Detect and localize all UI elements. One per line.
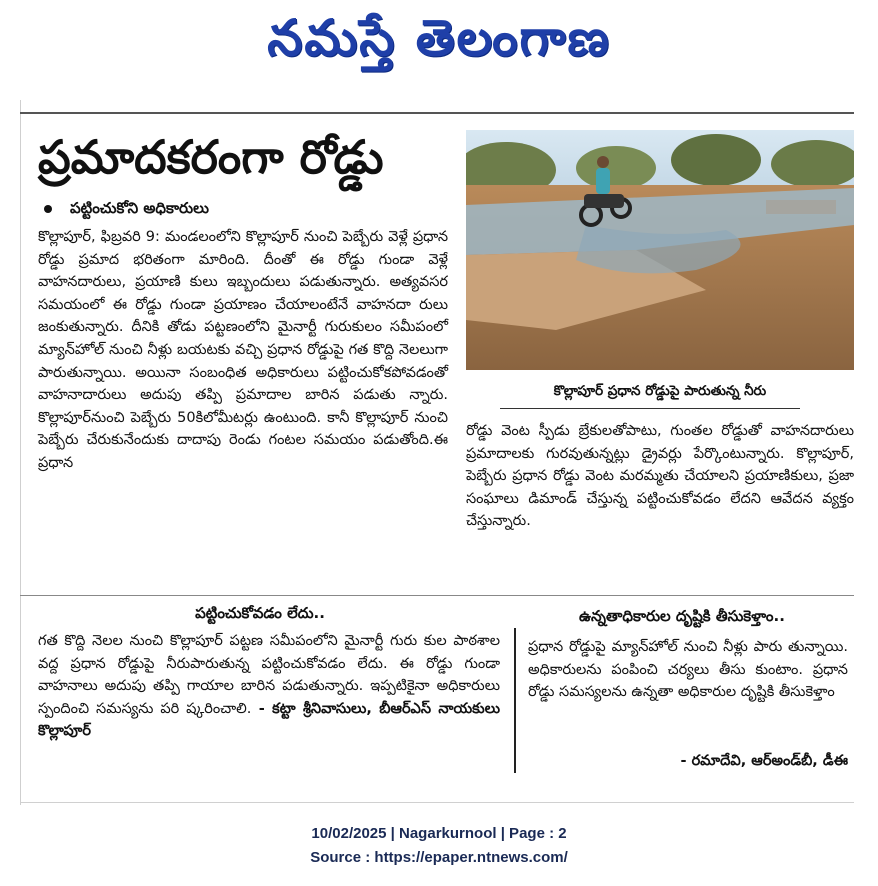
article-headline: ప్రమాదకరంగా రోడ్డు	[38, 130, 384, 184]
newspaper-logo: నమస్తే తెలంగాణ	[267, 8, 611, 67]
article-photo	[466, 130, 854, 370]
caption-underline	[500, 408, 800, 409]
left-section-body	[38, 630, 500, 743]
right-section-heading: ఉన్నతాధికారుల దృష్టికి తీసుకెళ్తాం..	[579, 607, 785, 625]
article-body-left: కొల్లాపూర్, ఫిబ్రవరి 9: మండలంలోని కొల్లాపూర్ నుంచి పెబ్బేరు వెళ్లే ప్రధాన రోడ్డు ప్రమాద భరితంగా మారింది. దీంతో ఈ రోడ్డు గుండా వెళ్లే వాహనదారులు, ప్రయాణి కులు ఇబ్బందులు పడుతున్నారు. అత్యవసర సమయంలో ఈ రోడ్డు గుండా ప్రయాణం చేయాలంటేనే వాహనదా రులు జంకుతున్నారు. దీనికి తోడు పట్టణంలోని మైనార్టీ గురుకులం సమీపంలో మ్యాన్‌హోల్ నుంచి నీళ్లు బయటకు వచ్చి ప్రధాన రోడ్డుపై గత కొద్ది నెలలుగా పారుతున్నాయి. అయినా సంబంధిత అధికారులు పట్టించుకోకపోవడంతో వాహనాదారులు అదుపు తప్పి ప్రమాదాల బారిన పడుతు న్నారు. కొల్లాపూర్‌నుంచి పెబ్బేరు 50కిలోమీటర్లు ఉంటుంది. కానీ కొల్లాపూర్ నుంచి పెబ్బేరు చేరుకునేందుకు దాదాపు రెండు గంటల సమయం పడుతోంది.ఈ ప్రధాన	[38, 229, 448, 471]
article-body-right: రోడ్డు వెంట స్పీడు బ్రేకులతోపాటు, గుంతల రోడ్డుతో వాహనదారులు ప్రమాదాలకు గురవుతున్నట్లు డ్రైవర్లు పేర్కొంటున్నారు. కొల్లాపూర్, పెబ్బేరు ప్రధాన రోడ్డు వెంట మరమ్మతు చేయాలని ప్రయాణికులు, ప్రజా సంఘాలు డిమాండ్ చేస్తున్న పట్టించుకోవడం లేదని ఆవేదన వ్యక్తం చేస్తున్నారు.	[466, 423, 854, 530]
masthead	[0, 4, 878, 84]
left-section-quote: - కట్టా శ్రీనివాసులు, బీఆర్ఎస్ నాయకులు కొల్లాపూర్	[38, 700, 500, 740]
road-photo-illustration	[466, 130, 854, 370]
footer	[0, 822, 878, 870]
subhead-text: పట్టించుకోని అధికారులు	[70, 199, 209, 217]
article-subhead	[44, 196, 464, 220]
left-section-heading: పట్టించుకోవడం లేదు..	[195, 604, 325, 622]
section-divider	[20, 595, 854, 596]
right-section-body: ప్రధాన రోడ్డుపై మ్యాన్‌హోల్ నుంచి నీళ్లు పారు తున్నాయి. అధికారులను పంపించి చర్యలు తీసు కుంటాం. ప్రధాన రోడ్డు సమస్యలను ఉన్నతా అధికారుల దృష్టికి తీసుకెళ్తాం	[528, 639, 848, 701]
left-section-text: గత కొద్ది నెలల నుంచి కొల్లాపూర్ పట్టణ సమీపంలోని మైనార్టీ గురు కుల పాఠశాల వద్ద ప్రధాన రోడ్డుపై నీరుపారుతున్న పట్టించుకోవడం లేదు. ఈ రోడ్డు గుండా వాహనాలు అదుపు తప్పి గాయాల బారిన పడుతున్నారు. ఇప్పటికైనా అధికారులు స్పందించి సమస్యను పరి ష్కరించాలి.	[38, 633, 500, 717]
photo-caption: కొల్లాపూర్ ప్రధాన రోడ్డుపై పారుతున్న నీరు	[553, 383, 767, 399]
right-section-quote: - రమాదేవి, ఆర్అండ్‌బీ, డీఈ	[680, 753, 848, 769]
top-rule	[20, 112, 854, 114]
footer-source: Source : https://epaper.ntnews.com/	[310, 849, 568, 866]
bottom-rule	[20, 802, 854, 803]
page-frame-left	[20, 100, 21, 805]
footer-date-edition: 10/02/2025 | Nagarkurnool | Page : 2	[311, 825, 567, 842]
bullet-icon	[44, 205, 52, 213]
